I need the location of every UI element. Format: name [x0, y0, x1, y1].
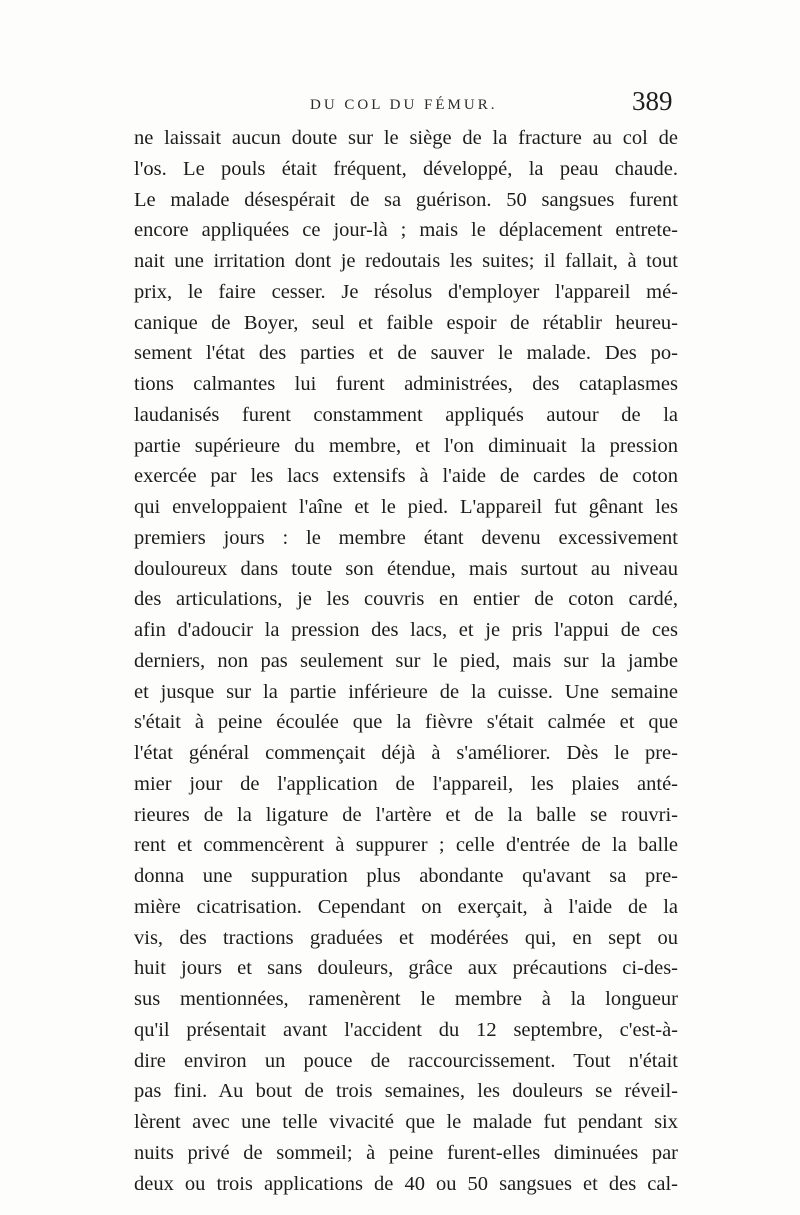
text-line: et jusque sur la partie inférieure de la cuisse. Une semaine — [134, 680, 678, 703]
running-head: DU COL DU FÉMUR. — [310, 97, 498, 113]
text-line: douloureux dans toute son étendue, mais surtout au niveau — [134, 557, 678, 580]
text-line: partie supérieure du membre, et l'on diminuait la pression — [134, 434, 678, 457]
text-line: sus mentionnées, ramenèrent le membre à la longueur — [134, 988, 678, 1010]
body-text — [134, 123, 678, 1199]
text-line: afin d'adoucir la pression des lacs, et je pris l'appui de ces — [134, 619, 678, 641]
page-number: 389 — [632, 86, 673, 116]
text-line: canique de Boyer, seul et faible espoir de rétablir heureu- — [134, 311, 678, 334]
text-line: tions calmantes lui furent administrées, des cataplasmes — [134, 373, 678, 395]
text-line: donna une suppuration plus abondante qu'avant sa pre- — [134, 865, 678, 887]
text-line: encore appliquées ce jour-là ; mais le déplacement entrete- — [134, 219, 678, 242]
text-line: premiers jours : le membre étant devenu excessivement — [134, 526, 678, 549]
text-line: qu'il présentait avant l'accident du 12 septembre, c'est-à- — [134, 1018, 678, 1041]
text-line: vis, des tractions graduées et modérées qui, en sept ou — [134, 926, 678, 949]
text-line: sement l'état des parties et de sauver le malade. Des po- — [134, 342, 678, 365]
text-line: mière cicatrisation. Cependant on exerçait, à l'aide de la — [134, 895, 678, 918]
text-line: rieures de la ligature de l'artère et de la balle se rouvri- — [134, 803, 678, 826]
text-line: pas fini. Au bout de trois semaines, les douleurs se réveil- — [134, 1080, 678, 1103]
text-line: des articulations, je les couvris en entier de coton cardé, — [134, 588, 678, 611]
text-line: l'os. Le pouls était fréquent, développé, la peau chaude. — [134, 157, 678, 180]
text-line: dire environ un pouce de raccourcissement. Tout n'était — [134, 1049, 678, 1072]
text-line: Le malade désespérait de sa guérison. 50 sangsues furent — [134, 188, 678, 211]
text-line: ne laissait aucun doute sur le siège de la fracture au col de — [134, 127, 678, 149]
text-line: huit jours et sans douleurs, grâce aux précautions ci-des- — [134, 957, 678, 980]
text-line: l'état général commençait déjà à s'améliorer. Dès le pre- — [134, 742, 678, 764]
text-line: prix, le faire cesser. Je résolus d'employer l'appareil mé- — [134, 280, 678, 303]
text-line: laudanisés furent constamment appliqués autour de la — [134, 403, 678, 426]
text-line: mier jour de l'application de l'appareil, les plaies anté- — [134, 772, 678, 795]
text-line: deux ou trois applications de 40 ou 50 sangsues et des cal- — [134, 1172, 678, 1195]
text-line: derniers, non pas seulement sur le pied, mais sur la jambe — [134, 649, 678, 672]
text-line: qui enveloppaient l'aîne et le pied. L'appareil fut gênant les — [134, 496, 678, 518]
text-line: exercée par les lacs extensifs à l'aide de cardes de coton — [134, 465, 678, 488]
text-line: nuits privé de sommeil; à peine furent-elles diminuées par — [134, 1141, 678, 1164]
text-line: s'était à peine écoulée que la fièvre s'était calmée et que — [134, 711, 678, 734]
text-line: rent et commencèrent à suppurer ; celle d'entrée de la balle — [134, 834, 678, 857]
text-line: nait une irritation dont je redoutais les suites; il fallait, à tout — [134, 250, 678, 272]
text-line: lèrent avec une telle vivacité que le malade fut pendant six — [134, 1111, 678, 1133]
